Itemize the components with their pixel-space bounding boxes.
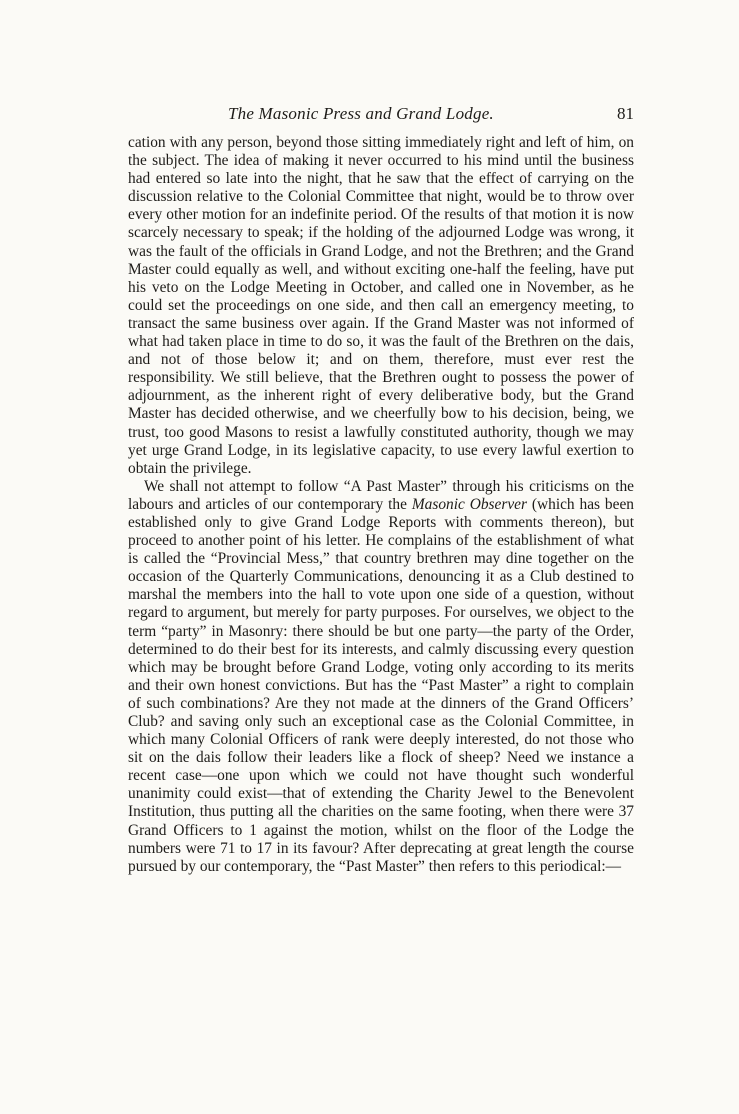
paragraph-1: cation with any person, beyond those sitting immediately right and left of him, on the subject. The idea of making it never occurred to his mind until the business had entered so late into the night, that he saw that the effect of carrying on the discussion relative to the Colonial Committee that night, would be to throw over every other motion for an indefinite period. Of the results of that motion it is now scarcely necessary to speak; if the holding of the adjourned Lodge was wrong, it was the fault of the officials in Grand Lodge, and not the Brethren; and the Grand Master could equally as well, and without exciting one-half the feeling, have put his veto on the Lodge Meeting in October, and called one in November, as he could set the proceedings on one side, and then call an emergency meeting, to transact the same business over again. If the Grand Master was not informed of what had taken place in time to do so, it was the fault of the Brethren on the dais, and not of those below it; and on them, therefore, must ever rest the responsibility. We still believe, that the Brethren ought to possess the power of adjournment, as the inherent right of every deliberative body, but the Grand Master has decided otherwise, and we cheerfully bow to his decision, being, we trust, too good Masons to resist a lawfully constituted authority, though we may yet urge Grand Lodge, in its legislative capacity, to use every lawful exertion to obtain the privilege. [128,134,634,477]
paragraph-2-before: We shall not attempt to follow “A Past Master” through his criticisms on the labours and articles of our contemporary the [128,477,634,513]
running-title: The Masonic Press and Grand Lodge. [228,104,494,123]
paragraph-2 [128,478,634,876]
body-text [128,134,634,876]
periodical-title: Masonic Observer [411,495,527,513]
page-number: 81 [617,104,634,123]
paragraph-2-after: (which has been established only to give Grand Lodge Reports with comments thereon), but proceed to another point of his letter. He complains of the establishment of what is called the “Provincial Mess,” that country brethren may dine together on the occasion of the Quarterly Communications, denouncing it as a Club destined to marshal the members into the hall to vote upon one side of a question, without regard to argument, but merely for party purposes. For ourselves, we object to the term “party” in Masonry: there should be but one party—the party of the Order, determined to do their best for its interests, and calmly discussing every question which may be brought before Grand Lodge, voting only according to its merits and their own honest convictions. But has the “Past Master” a right to complain of such combinations? Are they not made at the dinners of the Grand Officers’ Club? and saving only such an exceptional case as the Colonial Committee, in which many Colonial Officers of rank were deeply interested, do not those who sit on the dais follow their leaders like a flock of sheep? Need we instance a recent case—one upon which we could not have thought such wonderful unanimity could exist—that of extending the Charity Jewel to the Benevolent Institution, thus putting all the charities on the same footing, when there were 37 Grand Officers to 1 against the motion, whilst on the floor of the Lodge the numbers were 71 to 17 in its favour? After deprecating at great length the course pursued by our contemporary, the “Past Master” then refers to this periodical:— [128,495,634,875]
page-header [128,104,634,128]
